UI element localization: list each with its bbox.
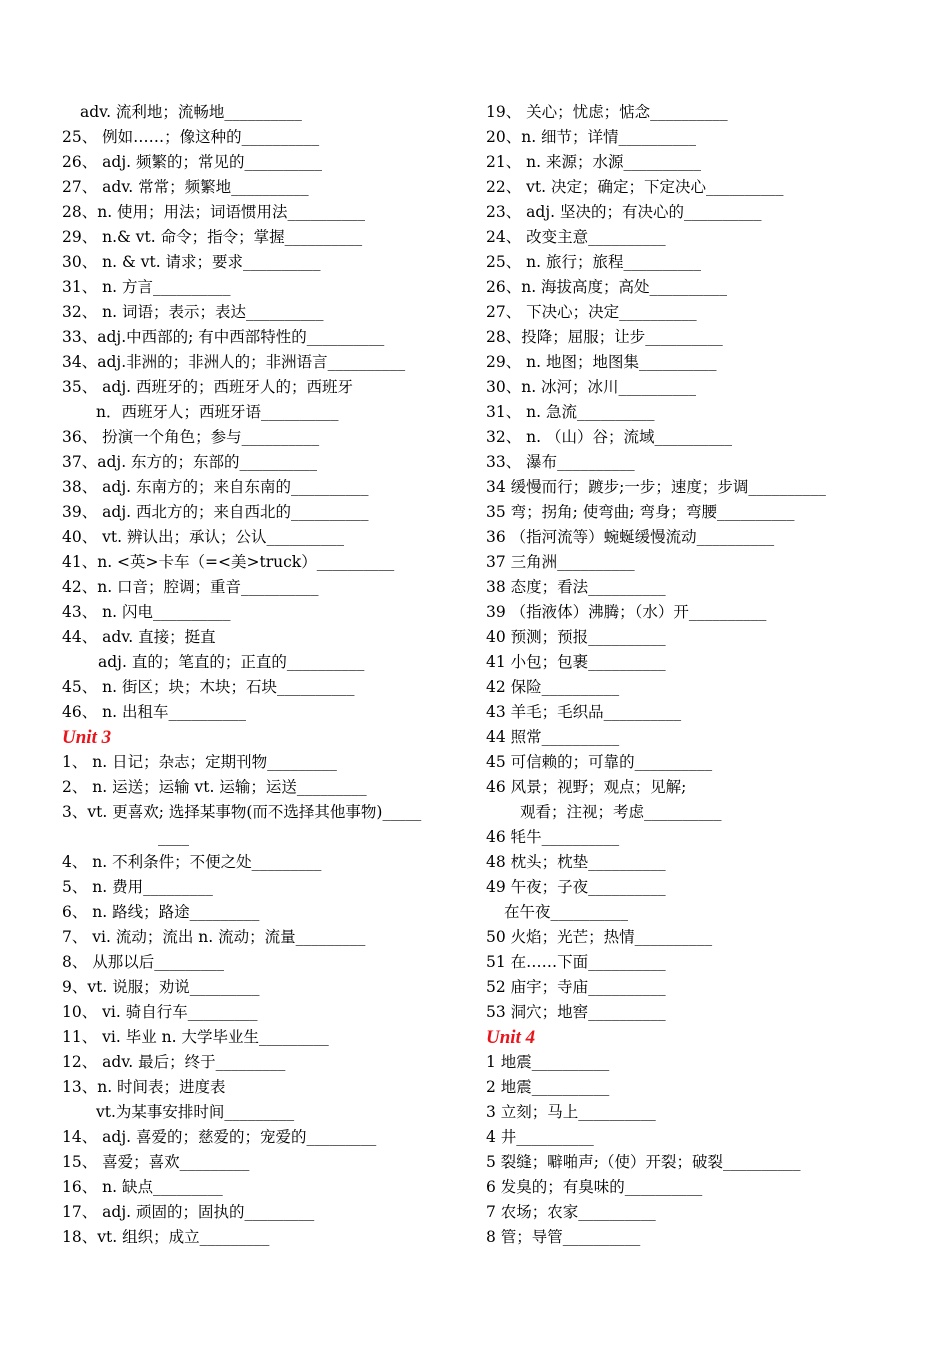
vocab-line: 49 午夜；子夜__________	[486, 878, 666, 896]
vocab-line: 观看；注视；考虑__________	[520, 803, 722, 821]
vocab-line: 22、 vt. 决定；确定；下定决心__________	[486, 178, 784, 196]
vocab-line: 46、 n. 出租车__________	[62, 703, 246, 721]
vocab-line: 16、 n. 缺点_________	[62, 1178, 223, 1196]
vocab-line: 4、 n. 不利条件；不便之处_________	[62, 853, 322, 871]
vocab-line: 33、 瀑布__________	[486, 453, 635, 471]
vocab-line: 7 农场；农家__________	[486, 1203, 656, 1221]
vocab-line: 34、adj.非洲的；非洲人的；非洲语言__________	[62, 353, 406, 371]
vocab-line: adj. 直的；笔直的；正直的__________	[98, 653, 365, 671]
vocab-line: 6 发臭的；有臭味的__________	[486, 1178, 703, 1196]
vocab-line: 26、 adj. 频繁的；常见的__________	[62, 153, 322, 171]
vocab-line: 26、n. 海拔高度；高处__________	[486, 278, 728, 296]
vocab-line: 10、 vi. 骑自行车_________	[62, 1003, 258, 1021]
vocab-line: 31、 n. 急流__________	[486, 403, 655, 421]
vocab-line: 27、 下决心；决定__________	[486, 303, 697, 321]
vocab-line: 36 （指河流等）蜿蜒缓慢流动__________	[486, 528, 775, 546]
vocab-line: 51 在……下面__________	[486, 953, 666, 971]
vocab-line: 2、 n. 运送；运输 vt. 运输；运送_________	[62, 778, 367, 796]
vocab-line: 45、 n. 街区；块；木块；石块__________	[62, 678, 355, 696]
vocab-line: 5、 n. 费用_________	[62, 878, 213, 896]
vocab-line: 在午夜__________	[504, 903, 629, 921]
vocab-line: 12、 adv. 最后；终于_________	[62, 1053, 286, 1071]
vocab-line: 52 庙宇；寺庙__________	[486, 978, 666, 996]
unit-heading: Unit 3	[62, 727, 112, 748]
vocab-line: 19、 关心；忧虑；惦念__________	[486, 103, 728, 121]
vocab-line: 45 可信赖的；可靠的__________	[486, 753, 713, 771]
vocab-line: 3 立刻；马上__________	[486, 1103, 656, 1121]
vocab-line: 41、n. <英>卡车（=<美>truck）__________	[62, 553, 395, 571]
vocab-line: 39、 adj. 西北方的；来自西北的__________	[62, 503, 369, 521]
vocab-line: 40 预测；预报__________	[486, 628, 666, 646]
vocab-line: 39 （指液体）沸腾；（水）开__________	[486, 603, 767, 621]
vocab-line: ____	[158, 828, 189, 846]
vocab-line: 7、 vi. 流动；流出 n. 流动；流量_________	[62, 928, 366, 946]
vocab-line: 38 态度；看法__________	[486, 578, 666, 596]
vocab-line: 18、vt. 组织；成立_________	[62, 1228, 270, 1246]
vocab-line: 50 火焰；光芒；热情__________	[486, 928, 713, 946]
vocab-line: 40、 vt. 辨认出；承认；公认__________	[62, 528, 344, 546]
vocab-line: 20、n. 细节；详情__________	[486, 128, 697, 146]
vocab-line: 42、n. 口音；腔调；重音__________	[62, 578, 319, 596]
left-column	[62, 100, 467, 1250]
vocab-line: 14、 adj. 喜爱的；慈爱的；宠爱的_________	[62, 1128, 377, 1146]
vocab-line: 42 保险__________	[486, 678, 620, 696]
vocab-line: 8 管；导管__________	[486, 1228, 641, 1246]
vocab-line: 3、vt. 更喜欢; 选择某事物(而不选择其他事物)_____	[62, 803, 422, 821]
vocab-line: 37 三角洲__________	[486, 553, 635, 571]
vocab-line: 5 裂缝；噼啪声;（使）开裂；破裂__________	[486, 1153, 801, 1171]
vocab-line: 48 枕头；枕垫__________	[486, 853, 666, 871]
vocab-line: 21、 n. 来源；水源__________	[486, 153, 701, 171]
vocab-line: 44、 adv. 直接；挺直	[62, 628, 216, 646]
vocab-line: 1、 n. 日记；杂志；定期刊物_________	[62, 753, 337, 771]
vocab-line: n．西班牙人；西班牙语__________	[96, 403, 339, 421]
vocab-line: 30、n. 冰河；冰川__________	[486, 378, 697, 396]
vocab-line: 46 牦牛__________	[486, 828, 620, 846]
vocab-line: 33、adj.中西部的; 有中西部特性的__________	[62, 328, 385, 346]
vocab-line: 32、 n. （山）谷；流域__________	[486, 428, 732, 446]
vocab-line: 43、 n. 闪电__________	[62, 603, 231, 621]
vocab-line: 35、 adj. 西班牙的；西班牙人的；西班牙	[62, 378, 353, 396]
vocab-line: 28、n. 使用；用法；词语惯用法__________	[62, 203, 366, 221]
vocab-line: 38、 adj. 东南方的；来自东南的__________	[62, 478, 369, 496]
vocab-line: 32、 n. 词语；表示；表达__________	[62, 303, 324, 321]
vocab-line: 37、adj. 东方的；东部的__________	[62, 453, 318, 471]
vocab-line: 23、 adj. 坚决的；有决心的__________	[486, 203, 762, 221]
vocab-line: 6、 n. 路线；路途_________	[62, 903, 260, 921]
vocab-line: 15、 喜爱；喜欢_________	[62, 1153, 250, 1171]
vocab-line: 53 洞穴；地窖__________	[486, 1003, 666, 1021]
unit-heading: Unit 4	[486, 1027, 536, 1048]
vocab-line: 24、 改变主意__________	[486, 228, 666, 246]
vocab-line: 11、 vi. 毕业 n. 大学毕业生_________	[62, 1028, 329, 1046]
vocab-line: 4 井__________	[486, 1128, 594, 1146]
vocab-line: 35 弯；拐角; 使弯曲; 弯身；弯腰__________	[486, 503, 795, 521]
vocab-line: 44 照常__________	[486, 728, 620, 746]
vocab-line: 25、 n. 旅行；旅程__________	[486, 253, 701, 271]
vocab-line: 29、 n.& vt. 命令；指令；掌握__________	[62, 228, 363, 246]
vocab-line: 1 地震__________	[486, 1053, 610, 1071]
vocab-line: 31、 n. 方言__________	[62, 278, 231, 296]
vocab-line: 2 地震__________	[486, 1078, 610, 1096]
vocab-line: 34 缓慢而行；踱步;一步；速度；步调__________	[486, 478, 826, 496]
vocab-line: adv. 流利地；流畅地__________	[80, 103, 302, 121]
vocab-line: 28、投降；屈服；让步__________	[486, 328, 723, 346]
vocab-line: 27、 adv. 常常；频繁地__________	[62, 178, 309, 196]
vocab-line: 29、 n. 地图；地图集__________	[486, 353, 717, 371]
vocab-line: 9、vt. 说服；劝说_________	[62, 978, 260, 996]
vocab-line: 13、n. 时间表；进度表	[62, 1078, 226, 1096]
vocab-line: 25、 例如……；像这种的__________	[62, 128, 320, 146]
right-column	[486, 100, 926, 1250]
vocab-line: vt.为某事安排时间_________	[96, 1103, 295, 1121]
vocab-line: 41 小包；包裹__________	[486, 653, 666, 671]
vocab-line: 43 羊毛；毛织品__________	[486, 703, 682, 721]
vocab-line: 30、 n. & vt. 请求；要求__________	[62, 253, 321, 271]
vocab-line: 17、 adj. 顽固的；固执的_________	[62, 1203, 315, 1221]
vocab-line: 46 风景；视野；观点；见解;	[486, 778, 687, 796]
vocab-line: 8、 从那以后_________	[62, 953, 225, 971]
vocab-line: 36、 扮演一个角色；参与__________	[62, 428, 320, 446]
